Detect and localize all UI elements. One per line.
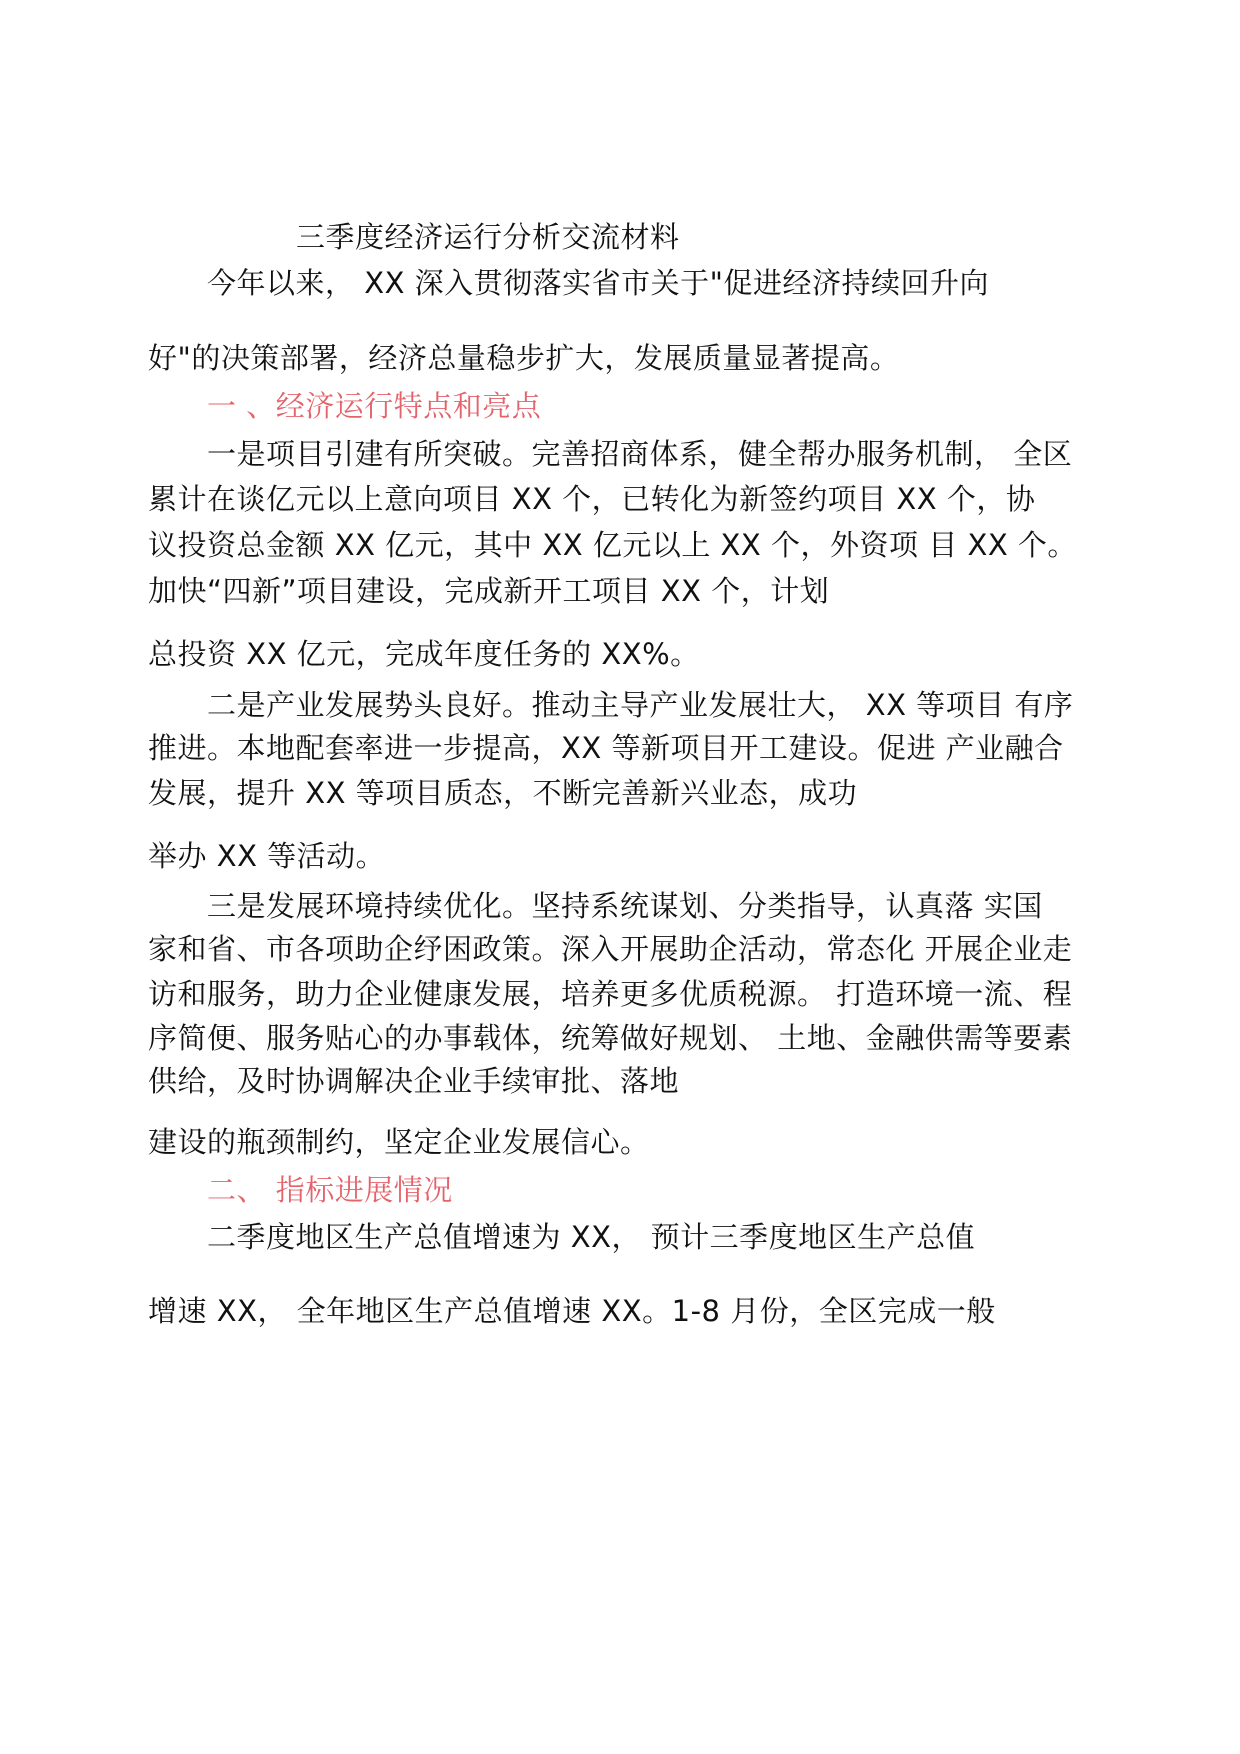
section1-para1-line-5: 总投资 XX 亿元，完成年度任务的 XX%。 — [148, 637, 700, 671]
section1-para2-line-4: 举办 XX 等活动。 — [148, 839, 386, 873]
section1-para1-line-3: 议投资总金额 XX 亿元，其中 XX 亿元以上 XX 个，外资项 目 XX 个。 — [148, 528, 1077, 562]
section1-para2-line-3: 发展，提升 XX 等项目质态，不断完善新兴业态，成功 — [148, 776, 858, 810]
document-title: 三季度经济运行分析交流材料 — [296, 220, 680, 254]
intro-line-2: 好"的决策部署，经济总量稳步扩大，发展质量显著提高。 — [148, 341, 900, 375]
section1-para1-line-1: 一是项目引建有所突破。完善招商体系，健全帮办服务机制， 全区 — [207, 437, 1073, 471]
section1-para3-line-5: 供给，及时协调解决企业手续审批、落地 — [148, 1064, 680, 1098]
section1-para3-line-2: 家和省、市各项助企纾困政策。深入开展助企活动，常态化 开展企业走 — [148, 932, 1073, 966]
section1-para1-line-4: 加快“四新”项目建设，完成新开工项目 XX 个，计划 — [148, 574, 830, 608]
section1-para1-line-2: 累计在谈亿元以上意向项目 XX 个，已转化为新签约项目 XX 个，协 — [148, 482, 1036, 516]
section2-para1-line-2: 增速 XX， 全年地区生产总值增速 XX。1-8 月份，全区完成一般 — [148, 1294, 996, 1328]
section-heading-2: 二、 指标进展情况 — [207, 1173, 453, 1207]
section1-para2-line-2: 推进。本地配套率进一步提高，XX 等新项目开工建设。促进 产业融合 — [148, 731, 1064, 765]
section1-para3-line-1: 三是发展环境持续优化。坚持系统谋划、分类指导，认真落 实国 — [207, 889, 1043, 923]
section1-para3-line-3: 访和服务，助力企业健康发展，培养更多优质税源。 打造环境一流、程 — [148, 977, 1073, 1011]
section2-para1-line-1: 二季度地区生产总值增速为 XX， 预计三季度地区生产总值 — [207, 1220, 976, 1254]
section1-para3-line-6: 建设的瓶颈制约，坚定企业发展信心。 — [148, 1125, 650, 1159]
section1-para2-line-1: 二是产业发展势头良好。推动主导产业发展壮大， XX 等项目 有序 — [207, 688, 1074, 722]
section1-para3-line-4: 序简便、服务贴心的办事载体，统筹做好规划、 土地、金融供需等要素 — [148, 1021, 1073, 1055]
intro-line-1: 今年以来， XX 深入贯彻落实省市关于"促进经济持续回升向 — [207, 266, 990, 300]
section-heading-1: 一 、经济运行特点和亮点 — [207, 389, 542, 423]
